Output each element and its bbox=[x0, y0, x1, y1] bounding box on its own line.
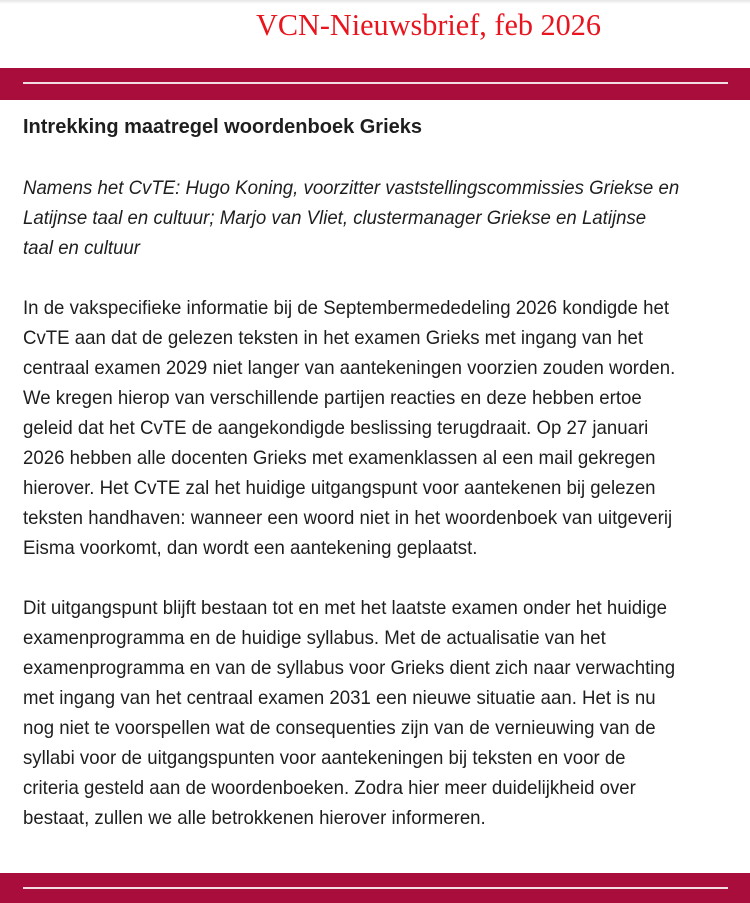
paragraph-line: bestaat, zullen we alle betrokkenen hierover informeren. bbox=[23, 807, 486, 829]
article-paragraph-2 bbox=[23, 593, 706, 833]
newsletter-title: VCN-Nieuwsbrief, feb 2026 bbox=[256, 7, 601, 42]
byline-line: Latijnse taal en cultuur; Marjo van Vliet, clustermanager Griekse en Latijnse bbox=[23, 207, 647, 229]
byline-line: Namens het CvTE: Hugo Koning, voorzitter vaststellingscommissies Griekse en bbox=[23, 177, 680, 199]
article-paragraph-1 bbox=[23, 293, 706, 563]
masthead bbox=[0, 0, 750, 68]
byline-line: taal en cultuur bbox=[23, 237, 140, 259]
footer-band bbox=[0, 873, 750, 903]
paragraph-line: hierover. Het CvTE zal het huidige uitgangspunt voor aantekenen bij gelezen bbox=[23, 477, 656, 499]
paragraph-line: criteria gesteld aan de woordenboeken. Zodra hier meer duidelijkheid over bbox=[23, 777, 636, 799]
paragraph-line: We kregen hierop van verschillende partijen reacties en deze hebben ertoe bbox=[23, 387, 642, 409]
paragraph-line: Eisma voorkomt, dan wordt een aantekening geplaatst. bbox=[23, 537, 478, 559]
paragraph-line: examenprogramma en de huidige syllabus. Met de actualisatie van het bbox=[23, 627, 606, 649]
article-byline bbox=[23, 173, 710, 263]
paragraph-line: Dit uitgangspunt blijft bestaan tot en met het laatste examen onder het huidige bbox=[23, 597, 667, 619]
paragraph-line: In de vakspecifieke informatie bij de Septembermededeling 2026 kondigde het bbox=[23, 297, 669, 319]
paragraph-line: centraal examen 2029 niet langer van aantekeningen voorzien zouden worden. bbox=[23, 357, 676, 379]
paragraph-line: CvTE aan dat de gelezen teksten in het examen Grieks met ingang van het bbox=[23, 327, 644, 349]
paragraph-line: examenprogramma en van de syllabus voor Grieks dient zich naar verwachting bbox=[23, 657, 676, 679]
paragraph-line: nog niet te voorspellen wat de consequenties zijn van de vernieuwing van de bbox=[23, 717, 656, 739]
header-rule bbox=[23, 82, 728, 84]
header-band bbox=[0, 68, 750, 100]
paragraph-line: met ingang van het centraal examen 2031 een nieuwe situatie aan. Het is nu bbox=[23, 687, 656, 709]
footer-rule bbox=[23, 887, 728, 889]
article-title: Intrekking maatregel woordenboek Grieks bbox=[23, 116, 423, 138]
paragraph-line: 2026 hebben alle docenten Grieks met examenklassen al een mail gekregen bbox=[23, 447, 656, 469]
paragraph-line: geleid dat het CvTE de aangekondigde beslissing terugdraait. Op 27 januari bbox=[23, 417, 649, 439]
paragraph-line: syllabi voor de uitgangspunten voor aantekeningen bij teksten en voor de bbox=[23, 747, 626, 769]
paragraph-line: teksten handhaven: wanneer een woord niet in het woordenboek van uitgeverij bbox=[23, 507, 673, 529]
